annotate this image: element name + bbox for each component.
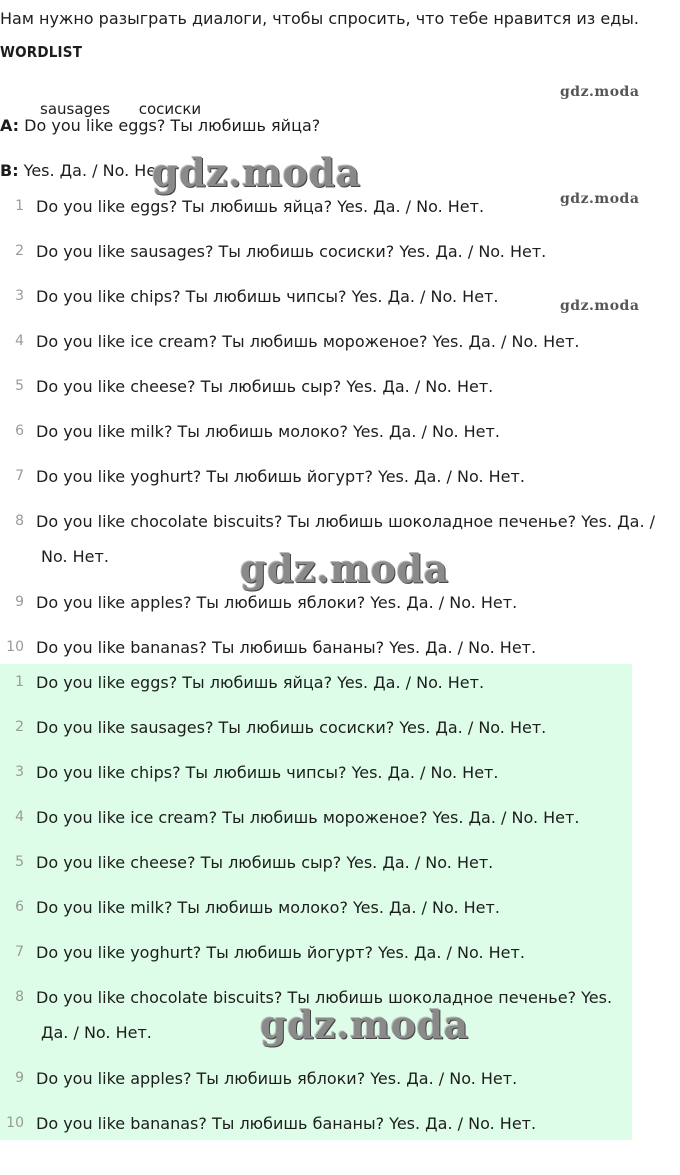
item-text: Do you like bananas? Ты любишь бананы? Yes. Да. / No. Нет. bbox=[36, 1114, 537, 1133]
wordlist-cut-text: sausages сосиски bbox=[40, 100, 202, 118]
item-number: 9 bbox=[15, 594, 24, 610]
item-number: 10 bbox=[6, 1115, 24, 1131]
item-number: 1 bbox=[15, 674, 24, 690]
intro-text: Нам нужно разыграть диалоги, чтобы спросить, что тебе нравится из еды. bbox=[0, 9, 640, 28]
watermark-logo: gdz.moda bbox=[560, 84, 640, 100]
item-number: 10 bbox=[6, 639, 24, 655]
item-number: 3 bbox=[15, 288, 24, 304]
item-text: Do you like cheese? Ты любишь сыр? Yes. Да. / No. Нет. bbox=[36, 853, 494, 872]
item-number: 6 bbox=[15, 423, 24, 439]
item-text: Do you like sausages? Ты любишь сосиски? Yes. Да. / No. Нет. bbox=[36, 242, 547, 261]
item-number: 2 bbox=[15, 719, 24, 735]
item-number: 8 bbox=[15, 989, 24, 1005]
item-number: 8 bbox=[15, 513, 24, 529]
item-text: Do you like sausages? Ты любишь сосиски? Yes. Да. / No. Нет. bbox=[36, 718, 547, 737]
item-text: Do you like eggs? Ты любишь яйца? Yes. Да. / No. Нет. bbox=[36, 197, 485, 216]
watermark-logo: gdz.moda bbox=[240, 546, 449, 591]
item-text: Do you like eggs? Ты любишь яйца? Yes. Да. / No. Нет. bbox=[36, 673, 485, 692]
dialog-a-label: A: bbox=[0, 116, 20, 135]
item-number: 6 bbox=[15, 899, 24, 915]
item-text-continued: Да. / No. Нет. bbox=[41, 1023, 152, 1042]
item-text: Do you like bananas? Ты любишь бананы? Yes. Да. / No. Нет. bbox=[36, 638, 537, 657]
watermark-logo: gdz.moda bbox=[260, 1002, 469, 1047]
item-text: Do you like chocolate biscuits? Ты любишь шоколадное печенье? Yes. Да. / bbox=[36, 512, 656, 531]
item-text: Do you like apples? Ты любишь яблоки? Yes. Да. / No. Нет. bbox=[36, 1069, 518, 1088]
watermark-logo: gdz.moda bbox=[560, 298, 640, 314]
dialog-line-b bbox=[0, 161, 171, 180]
item-number: 9 bbox=[15, 1070, 24, 1086]
dialog-a-text: Do you like eggs? Ты любишь яйца? bbox=[19, 116, 321, 135]
item-number: 1 bbox=[15, 198, 24, 214]
item-number: 7 bbox=[15, 468, 24, 484]
item-text: Do you like chips? Ты любишь чипсы? Yes. Да. / No. Нет. bbox=[36, 287, 499, 306]
item-text: Do you like milk? Ты любишь молоко? Yes. Да. / No. Нет. bbox=[36, 422, 500, 441]
item-text: Do you like yoghurt? Ты любишь йогурт? Yes. Да. / No. Нет. bbox=[36, 943, 525, 962]
item-text: Do you like chocolate biscuits? Ты любишь шоколадное печенье? Yes. bbox=[36, 988, 613, 1007]
item-text: Do you like cheese? Ты любишь сыр? Yes. Да. / No. Нет. bbox=[36, 377, 494, 396]
item-text: Do you like yoghurt? Ты любишь йогурт? Yes. Да. / No. Нет. bbox=[36, 467, 525, 486]
item-number: 2 bbox=[15, 243, 24, 259]
dialog-b-label: B: bbox=[0, 161, 19, 180]
dialog-b-text: Yes. Да. / No. Нет. bbox=[18, 161, 171, 180]
dialog-line-a bbox=[0, 116, 320, 135]
item-number: 7 bbox=[15, 944, 24, 960]
wordlist-heading: WORDLIST bbox=[0, 43, 83, 61]
item-text: Do you like ice cream? Ты любишь мороженое? Yes. Да. / No. Нет. bbox=[36, 808, 580, 827]
item-text: Do you like ice cream? Ты любишь мороженое? Yes. Да. / No. Нет. bbox=[36, 332, 580, 351]
item-number: 4 bbox=[15, 333, 24, 349]
item-text: Do you like milk? Ты любишь молоко? Yes. Да. / No. Нет. bbox=[36, 898, 500, 917]
item-number: 5 bbox=[15, 854, 24, 870]
item-text-continued: No. Нет. bbox=[41, 547, 109, 566]
item-text: Do you like chips? Ты любишь чипсы? Yes. Да. / No. Нет. bbox=[36, 763, 499, 782]
item-number: 4 bbox=[15, 809, 24, 825]
watermark-logo: gdz.moda bbox=[152, 150, 361, 195]
watermark-logo: gdz.moda bbox=[560, 191, 640, 207]
item-text: Do you like apples? Ты любишь яблоки? Yes. Да. / No. Нет. bbox=[36, 593, 518, 612]
item-number: 3 bbox=[15, 764, 24, 780]
wordlist-cut-row bbox=[40, 92, 202, 118]
item-number: 5 bbox=[15, 378, 24, 394]
